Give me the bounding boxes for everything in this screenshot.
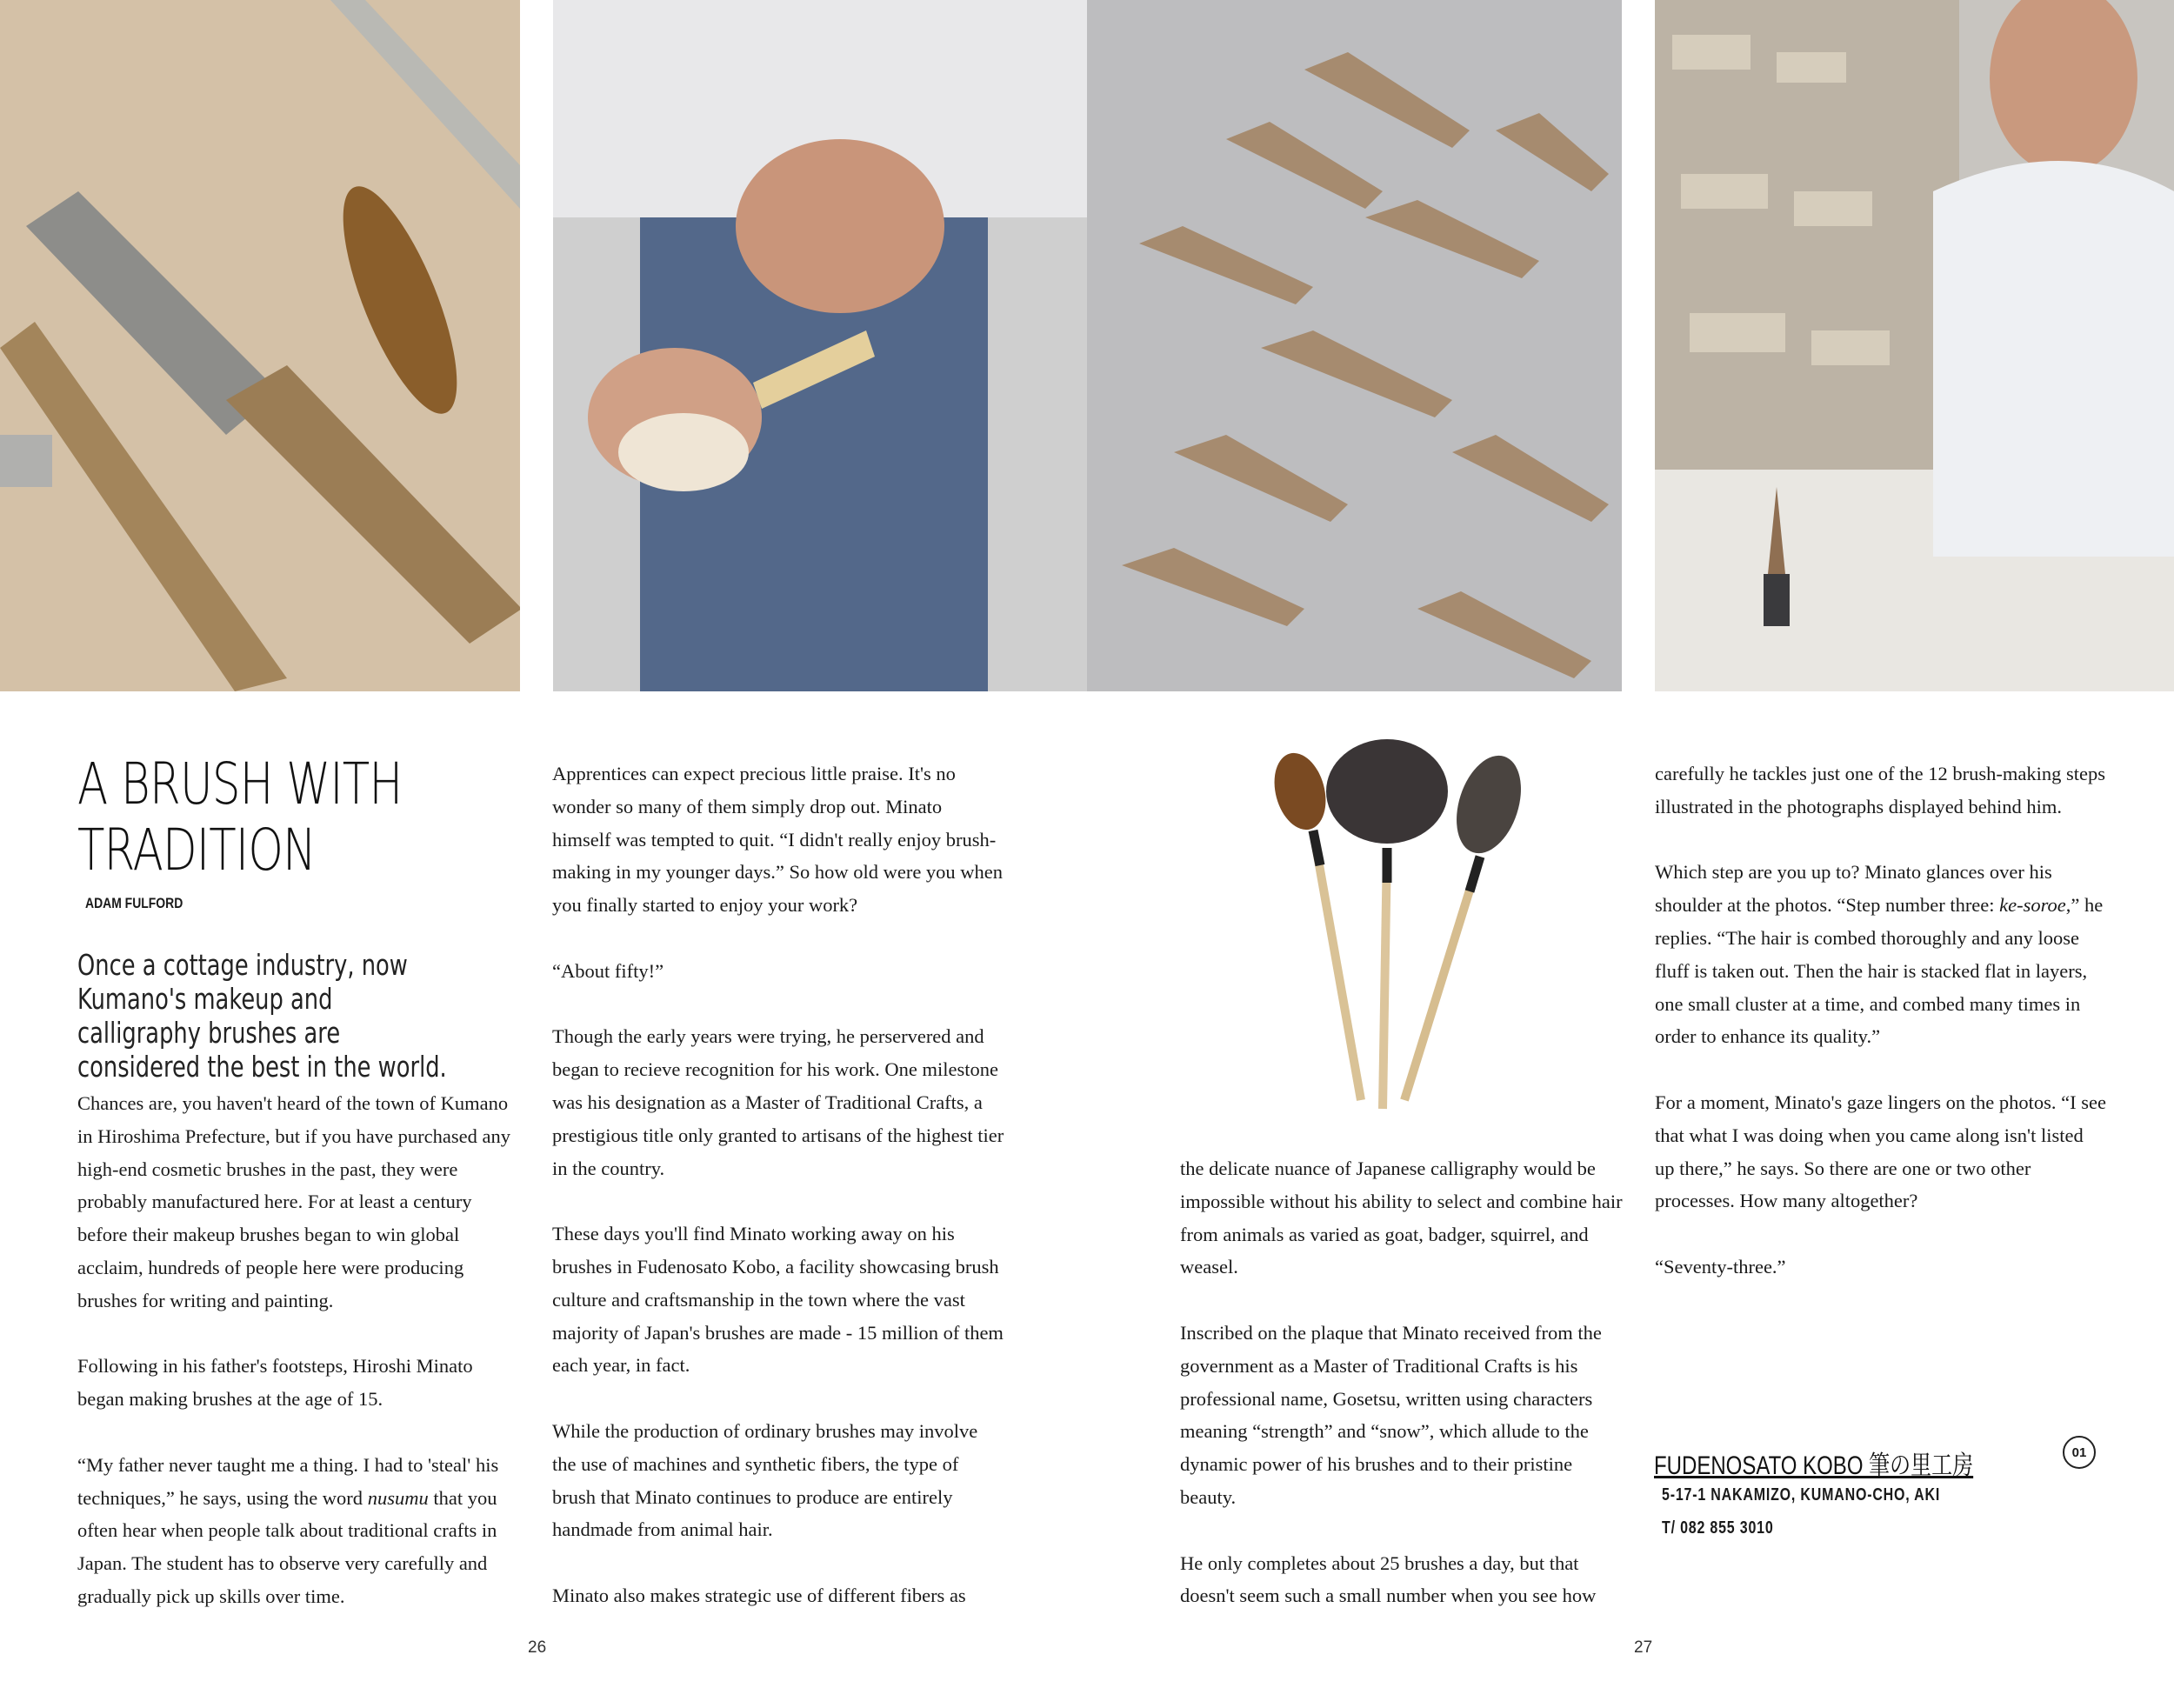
paragraph: Though the early years were trying, he perservered and began to recieve recognition for his work. One milestone was his designation as a Master of Traditional Crafts, a prestigious title only granted to artisans of the highest tier in the country.	[552, 1025, 1004, 1179]
text-column-4	[1655, 757, 2107, 1284]
photo-craftsman-at-desk	[1655, 0, 2174, 691]
paragraph: Chances are, you haven't heard of the town of Kumano in Hiroshima Prefecture, but if you have purchased any high-end cosmetic brushes in the past, they were probably manufactured here. For at least a century before their makeup brushes began to win global acclaim, hundreds of people here were producing brushes for writing and painting.	[77, 1092, 510, 1311]
page-number-left: 26	[528, 1638, 547, 1657]
paragraph: “Seventy-three.”	[1655, 1255, 1786, 1278]
article-title: A BRUSH WITH TRADITION	[77, 751, 403, 884]
venue-telephone: T/ 082 855 3010	[1662, 1518, 1774, 1538]
paragraph: For a moment, Minato's gaze lingers on the photos. “I see that what I was doing when you came along isn't listed up there,” he says. So there are one or two other processes. How many altogether?	[1655, 1091, 2106, 1212]
paragraph: While the production of ordinary brushes may involve the use of machines and synthetic fibers, the type of brush that Minato continues to produce are entirely handmade from animal hair.	[552, 1419, 978, 1541]
author-byline: ADAM FULFORD	[85, 895, 183, 911]
venue-number-badge: 01	[2063, 1436, 2096, 1469]
paragraph: “About fifty!”	[552, 959, 664, 982]
venue-address: 5-17-1 NAKAMIZO, KUMANO-CHO, AKI	[1662, 1485, 1941, 1505]
venue-name: FUDENOSATO KOBO 筆の里工房	[1654, 1451, 1974, 1480]
paragraph: Which step are you up to? Minato glances over his shoulder at the photos. “Step number three: ke-soroe,” he replies. “The hair is combed thoroughly and any loose fluff is taken out. Then the hair is stacked flat in layers, one small cluster at a time, and combed many times in order to enhance its quality.”	[1655, 861, 2104, 1048]
photo-combs-and-knife	[0, 0, 520, 691]
paragraph: Apprentices can expect precious little praise. It's no wonder so many of them simply drop out. Minato himself was tempted to quit. “I didn't really enjoy brush-making in my younger days.” So how old were you when you finally started to enjoy your work?	[552, 763, 1004, 917]
photo-three-calligraphy-brushes	[1252, 726, 1539, 1126]
article-deck: Once a cottage industry, now Kumano's makeup and calligraphy brushes are considered the best in the world.	[77, 948, 447, 1084]
paragraph: Minato also makes strategic use of different fibers as	[552, 1584, 966, 1606]
paragraph: carefully he tackles just one of the 12 brush-making steps illustrated in the photographs displayed behind him.	[1655, 763, 2105, 817]
text-column-2	[552, 757, 1004, 1612]
paragraph: “My father never taught me a thing. I had to 'steal' his techniques,” he says, using the word nusumu that you often hear when people talk about traditional crafts in Japan. The student has to observe very carefully and gradually pick up skills over time.	[77, 1453, 499, 1607]
photo-hands-holding-brush	[553, 0, 1087, 691]
text-column-3	[1180, 1152, 1632, 1612]
paragraph: Inscribed on the plaque that Minato received from the government as a Master of Traditional Crafts is his professional name, Gosetsu, written using characters meaning “strength” and “snow”, which allude to the dynamic power of his brushes and to their pristine beauty.	[1180, 1321, 1602, 1508]
photo-brush-heads-on-mesh	[1087, 0, 1622, 691]
paragraph: These days you'll find Minato working away on his brushes in Fudenosato Kobo, a facility showcasing brush culture and craftsmanship in the town where the vast majority of Japan's brushes are made - 15 million of them each year, in fact.	[552, 1223, 1004, 1377]
text-column-1	[77, 1087, 517, 1613]
paragraph: the delicate nuance of Japanese calligraphy would be impossible without his ability to select and combine hair from animals as varied as goat, badger, squirrel, and weasel.	[1180, 1158, 1623, 1278]
page-number-right: 27	[1634, 1638, 1653, 1657]
paragraph: Following in his father's footsteps, Hiroshi Minato began making brushes at the age of 15.	[77, 1355, 473, 1411]
paragraph: He only completes about 25 brushes a day, but that doesn't seem such a small number when you see how	[1180, 1551, 1597, 1607]
